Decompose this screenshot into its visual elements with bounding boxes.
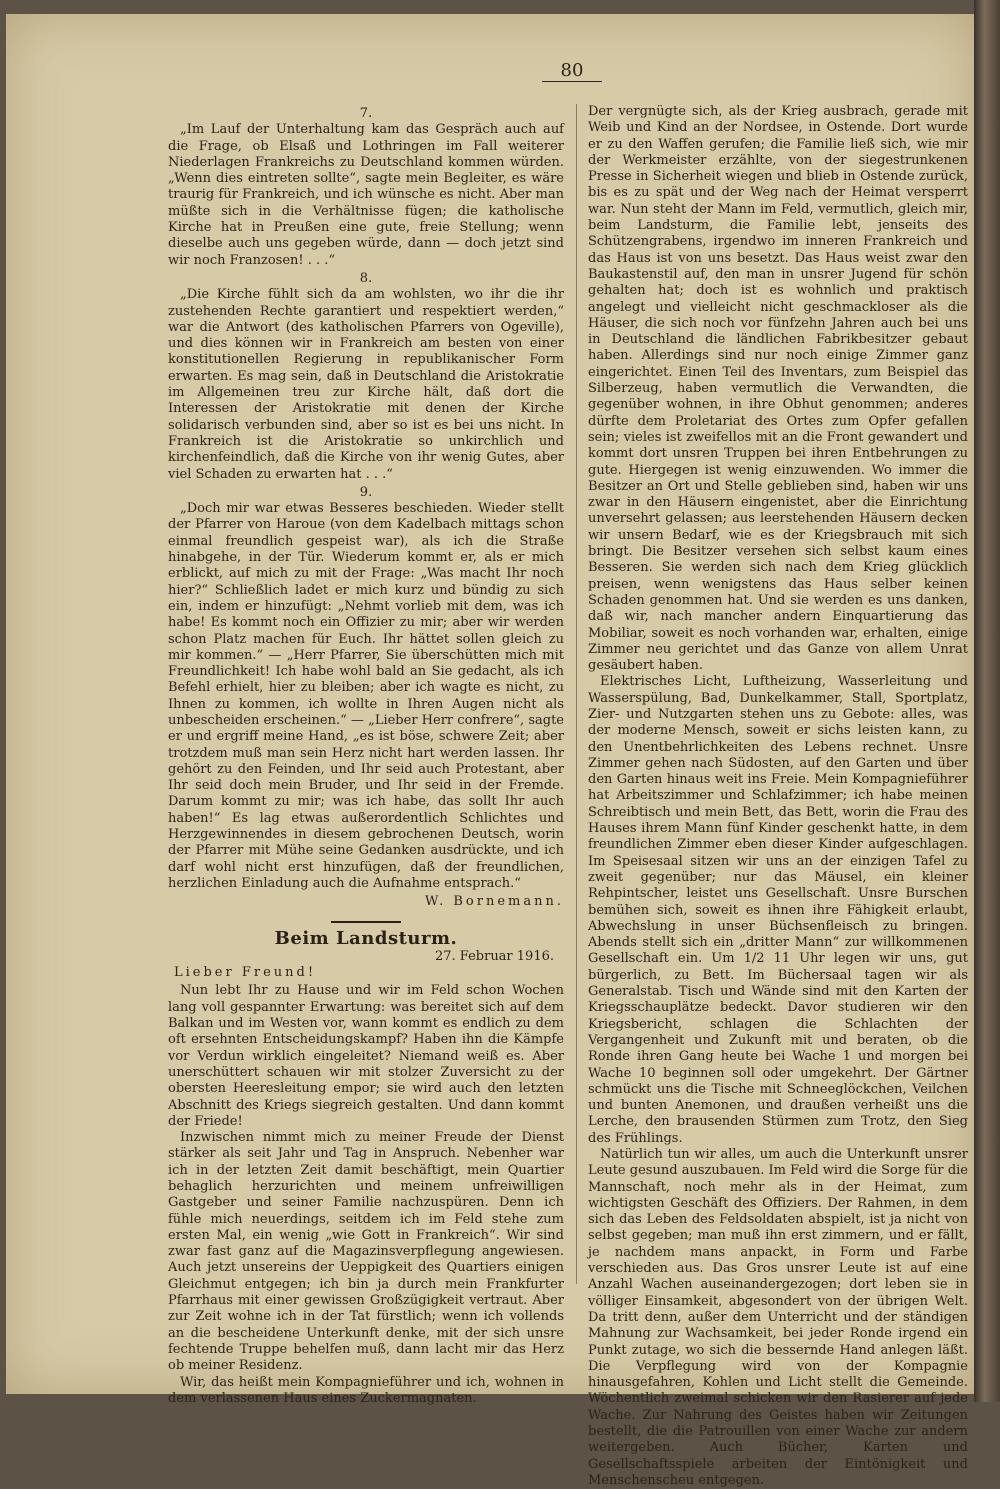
section-8-text: „Die Kirche fühlt sich da am wohlsten, wo ihr die ihr zustehenden Rechte garantiert und respektiert werden,“ war die Antwort (des katholischen Pfarrers von Ogeville), und dies können wir in Frankreich am besten von einer konstitutionellen Regierung in republikanischer Form erwarten. Es mag sein, daß in Deutschland die Aristokratie im Allgemeinen treu zur Kirche hält, daß dort die Interessen der Aristokratie mit denen der Kirche solidarisch verbunden sind, aber so ist es bei uns nicht. In Frankreich ist die Aristokratie so unkirchlich und kirchenfeindlich, daß die Kirche von ihr wenig Gutes, aber viel Schaden zu erwarten hat . . .“ [168, 287, 564, 482]
letter-salutation: Lieber Freund! [174, 965, 317, 981]
right-paragraph-2: Elektrisches Licht, Luftheizung, Wasserleitung und Wasserspülung, Bad, Dunkelkammer, Stall, Sportplatz, Zier- und Nutzgarten stehen uns zu Gebote: alles, was der moderne Mensch, soweit er sichs leisten kann, zu den Unentbehrlichkeiten des Lebens rechnet. Unsre Zimmer gehen nach Südosten, auf den Garten und über den Garten hinaus weit ins Freie. Mein Kompagnieführer hat Arbeitszimmer und Schlafzimmer; ich habe meinen Schreibtisch und mein Bett, das Bett, worin die Frau des Hauses ihrem Mann fünf Kinder geschenkt hatte, in dem freundlichen Zimmer eben dieser Kinder aufgeschlagen. Im Speisesaal sitzen wir uns an der einzigen Tafel zu zweit gegenüber; nur das Mäusel, ein kleiner Rehpintscher, leistet uns Gesellschaft. Unsre Burschen bemühen sich, soweit es ihnen ihre Fähigkeit erlaubt, Abwechslung in unser Büchsenfleisch zu bringen. Abends stellt sich ein „dritter Mann“ zur willkommenen Gesellschaft ein. Um 1/2 11 Uhr legen wir uns, gut bürgerlich, zu Bett. Im Büchersaal tagen wir als Generalstab. Tisch und Wände sind mit den Karten der Kriegsschauplätze bedeckt. Davor studieren wir den Kriegsbericht, schlagen die Schlachten der Vergangenheit und Zukunft mit und beraten, ob die Ronde ihren Gang heute bei Wache 1 und morgen bei Wache 10 beginnen soll oder umgekehrt. Der Gärtner schmückt uns die Tische mit Schneeglöckchen, Veilchen und bunten Anemonen, und draußen verheißt uns die Lerche, den brausenden Stürmen zum Trotz, den Sieg des Frühlings. [588, 674, 968, 1146]
letter-paragraph-1: Nun lebt Ihr zu Hause und wir im Feld schon Wochen lang voll gespannter Erwartung: was bereitet sich auf dem Balkan und im Westen vor, wann kommt es endlich zu dem oft ersehnten Entscheidungskampf? Haben ihn die Kämpfe vor Verdun wirklich eingeleitet? Niemand weiß es. Aber unerschüttert schauen wir mit stolzer Zuversicht zu der obersten Heeresleitung empor; sie wird auch den letzten Abschnitt des Kriegs siegreich gestalten. Und dann kommt der Friede! [168, 983, 564, 1129]
right-paragraph-1: Der vergnügte sich, als der Krieg ausbrach, gerade mit Weib und Kind an der Nordsee, in Ostende. Dort wurde er zu den Waffen gerufen; die Familie ließ sich, wie mir der Werkmeister erzählte, von der siegestrunkenen Presse in Sicherheit wiegen und blieb in Ostende zurück, bis es zu spät und der Weg nach der Heimat versperrt war. Nun steht der Mann im Feld, vermutlich, gleich mir, beim Landsturm, die Familie lebt, jenseits des Schützengrabens, irgendwo im inneren Frankreich und das Haus ist von uns besetzt. Das Haus weist zwar den Baukastenstil auf, den man in unsrer Jugend für schön gehalten hat; doch ist es wohnlich und praktisch angelegt und vielleicht nicht geschmackloser als die Häuser, die sich noch vor fünfzehn Jahren auch bei uns in Deutschland die ländlichen Fabrikbesitzer gebaut haben. Allerdings sind nur noch einige Zimmer ganz eingerichtet. Einen Teil des Inventars, zum Beispiel das Silberzeug, haben vermutlich die Verwandten, die gegenüber wohnen, in ihre Obhut genommen; anderes dürfte dem Proletariat des Ortes zum Opfer gefallen sein; vieles ist zweifellos mit an die Front gewandert und kommt dort unsren Truppen bei ihren Entbehrungen zu gute. Hiergegen ist wenig einzuwenden. Wo immer die Besitzer an Ort und Stelle geblieben sind, haben wir uns zwar in den Häusern eingenistet, aber die Einrichtung unversehrt gelassen; aus leerstehenden Häusern decken wir unsern Bedarf, wie es der Kriegsbrauch mit sich bringt. Die Besitzer versehen sich selbst kaum eines Besseren. Sie werden sich nach dem Krieg glücklich preisen, wenn wenigstens das Haus selber keinen Schaden genommen hat. Und sie werden es uns danken, daß wir, nach mancher andern Einquartierung das Mobiliar, soweit es noch vorhanden war, erhalten, einige Zimmer neu gerichtet und das Ganze von allem Unrat gesäubert haben. [588, 104, 968, 674]
page-number: 80 [542, 60, 602, 82]
section-9-text: „Doch mir war etwas Besseres beschieden. Wieder stellt der Pfarrer von Haroue (von dem Kadelbach mittags schon einmal freundlich gespeist war), als ich die Straße hinabgehe, in der Tür. Wiederum kommt er, als er mich erblickt, auf mich zu mit der Frage: „Was macht Ihr noch hier?“ Schließlich ladet er mich kurz und bündig zu sich ein, indem er hinzufügt: „Nehmt vorlieb mit dem, was ich habe! Es kommt noch ein Offizier zu mir; aber wir werden schon Platz machen für Euch. Ihr hättet sollen gleich zu mir kommen.“ — „Herr Pfarrer, Sie überschütten mich mit Freundlichkeit! Ich habe wohl bald an Sie gedacht, als ich Befehl erhielt, hier zu bleiben; aber ich wagte es nicht, zu Ihnen zu kommen, ich wollte in Ihren Augen nicht als unbescheiden erscheinen.“ — „Lieber Herr confrere“, sagte er und ergriff meine Hand, „es ist böse, schwere Zeit; aber trotzdem muß man sein Herz nicht hart werden lassen. Ihr gehört zu den Feinden, und Ihr seid auch Protestant, aber Ihr seid doch mein Bruder, und Ihr seid in der Fremde. Darum kommt zu mir; was ich habe, das sollt Ihr auch haben!“ Es lag etwas außerordentlich Schlichtes und Herzgewinnendes in diesem gebrochenen Deutsch, worin der Pfarrer mit Mühe seine Gedanken ausdrückte, und ich darf wohl nicht erst hinzufügen, daß der freundlichen, herzlichen Einladung auch die Aufnahme entsprach.“ [168, 501, 564, 891]
section-number-7: 7. [359, 106, 373, 121]
article-heading: Beim Landsturm. [274, 927, 458, 949]
right-column [588, 104, 968, 1488]
right-paragraph-3: Natürlich tun wir alles, um auch die Unterkunft unsrer Leute gesund auszubauen. Im Feld wird die Sorge für die Mannschaft, noch mehr als in der Heimat, zum wichtigsten Geschäft des Offiziers. Der Rahmen, in dem sich das Leben des Feldsoldaten abspielt, ist ja nicht von selbst gegeben; man muß ihn erst zimmern, und er fällt, je nachdem mans anpackt, in Form und Farbe verschieden aus. Das Gros unsrer Leute ist auf eine Anzahl Wachen auseinandergezogen; dort leben sie in völliger Einsamkeit, abgesondert von der übrigen Welt. Da tritt denn, außer dem Unterricht und der ständigen Mahnung zur Wachsamkeit, bei jeder Ronde irgend ein Punkt zutage, wo sich die bessernde Hand anlegen läßt. Die Verpflegung wird von der Kompagnie hinausgefahren, Kohlen und Licht stellt die Gemeinde. Wöchentlich zweimal schicken wir den Rasierer auf jede Wache. Zur Nahrung des Geistes haben wir Zeitungen bestellt, die die Patrouillen von einer Wache zur andern weitergeben. Auch Bücher, Karten und Gesellschaftsspiele arbeiten der Eintönigkeit und Menschenscheu entgegen. [588, 1147, 968, 1488]
letter-paragraph-2: Inzwischen nimmt mich zu meiner Freude der Dienst stärker als seit Jahr und Tag in Anspruch. Nebenher war ich in der letzten Zeit damit beschäftigt, mein Quartier behaglich herzurichten und meinem unfreiwilligen Gastgeber und seiner Familie nachzuspüren. Denn ich fühle mich neuerdings, seitdem ich im Feld stehe zum ersten Mal, ein wenig „wie Gott in Frankreich“. Wir sind zwar fast ganz auf die Magazinsverpflegung angewiesen. Auch jetzt unsereins der Ueppigkeit des Quartiers einigen Gleichmut entgegen; ich bin ja durch mein Frankfurter Pfarrhaus mit einer gewissen Großzügigkeit vertraut. Aber zur Zeit wohne ich in der Tat fürstlich; wenn ich vollends an die bescheidene Unterkunft denke, mit der sich unsre fechtende Truppe behelfen muß, dann lacht mir das Herz ob meiner Residenz. [168, 1130, 564, 1374]
letter-date: 27. Februar 1916. [434, 948, 554, 964]
column-rule [576, 104, 577, 1284]
article-separator [331, 921, 401, 923]
section-number-9: 9. [359, 484, 373, 500]
section-7-text: „Im Lauf der Unterhaltung kam das Gespräch auch auf die Frage, ob Elsaß und Lothringen im Fall weiterer Niederlagen Frankreichs zu Deutschland kommen würden. „Wenn dies eintreten sollte“, sagte mein Begleiter, es wäre traurig für Frankreich, und ich wünsche es nicht. Aber man müßte sich in die Verhältnisse fügen; die katholische Kirche hat in Preußen eine gute, freie Stellung; wenn dieselbe auch uns gegeben würde, dann — doch jetzt sind wir noch Franzosen! . . .“ [168, 122, 564, 268]
book-spine [974, 0, 1000, 1402]
section-number-8: 8. [359, 270, 373, 286]
left-column [168, 104, 564, 1406]
letter-paragraph-3: Wir, das heißt mein Kompagnieführer und ich, wohnen in dem verlassenen Haus eines Zuckermagnaten. [168, 1374, 564, 1406]
author-signature: W. Bornemann. [425, 894, 564, 910]
